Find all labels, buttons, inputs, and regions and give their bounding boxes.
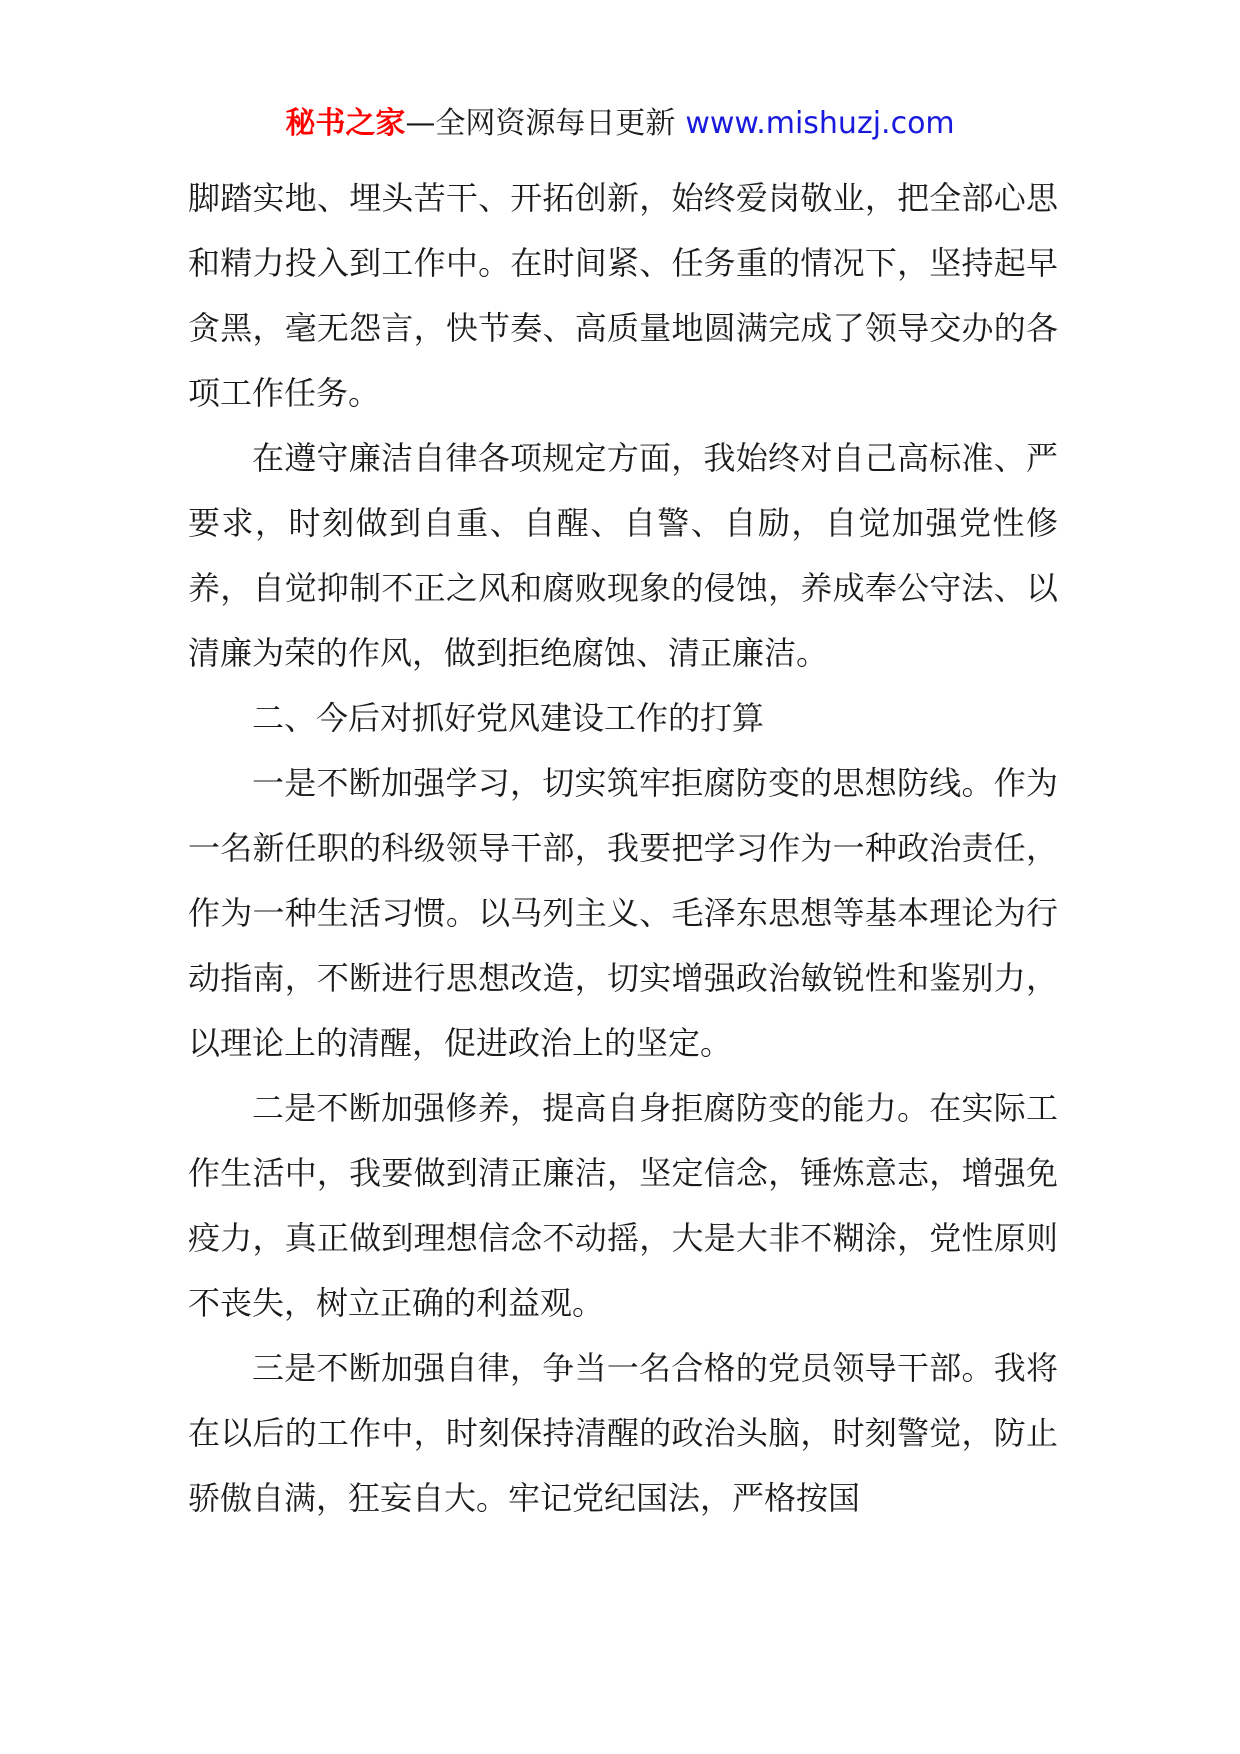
paragraph-study: 一是不断加强学习，切实筑牢拒腐防变的思想防线。作为一名新任职的科级领导干部，我要把学习作为一种政治责任，作为一种生活习惯。以马列主义、毛泽东思想等基本理论为行动指南，不断进行思想改造，切实增强政治敏锐性和鉴别力，以理论上的清醒，促进政治上的坚定。 <box>188 764 1058 1062</box>
section-heading: 二、今后对抓好党风建设工作的打算 <box>252 699 765 737</box>
website-link[interactable]: www.mishuzj.com <box>685 106 955 141</box>
header-tagline: —全网资源每日更新 <box>405 106 676 141</box>
paragraph-self-discipline: 三是不断加强自律，争当一名合格的党员领导干部。我将在以后的工作中，时刻保持清醒的政治头脑，时刻警觉，防止骄傲自满，狂妄自大。牢记党纪国法，严格按国 <box>188 1349 1058 1517</box>
page-header <box>0 104 1240 144</box>
brand-name: 秘书之家 <box>285 106 406 141</box>
paragraph-integrity: 在遵守廉洁自律各项规定方面，我始终对自己高标准、严要求，时刻做到自重、自醒、自警、自励，自觉加强党性修养，自觉抑制不正之风和腐败现象的侵蚀，养成奉公守法、以清廉为荣的作风，做到拒绝腐蚀、清正廉洁。 <box>188 439 1058 672</box>
document-body <box>188 166 1058 1531</box>
paragraph-cultivation: 二是不断加强修养，提高自身拒腐防变的能力。在实际工作生活中，我要做到清正廉洁，坚定信念，锤炼意志，增强免疫力，真正做到理想信念不动摇，大是大非不糊涂，党性原则不丧失，树立正确的利益观。 <box>188 1089 1058 1322</box>
paragraph-continuation: 脚踏实地、埋头苦干、开拓创新，始终爱岗敬业，把全部心思和精力投入到工作中。在时间紧、任务重的情况下，坚持起早贪黑，毫无怨言，快节奏、高质量地圆满完成了领导交办的各项工作任务。 <box>188 179 1058 412</box>
